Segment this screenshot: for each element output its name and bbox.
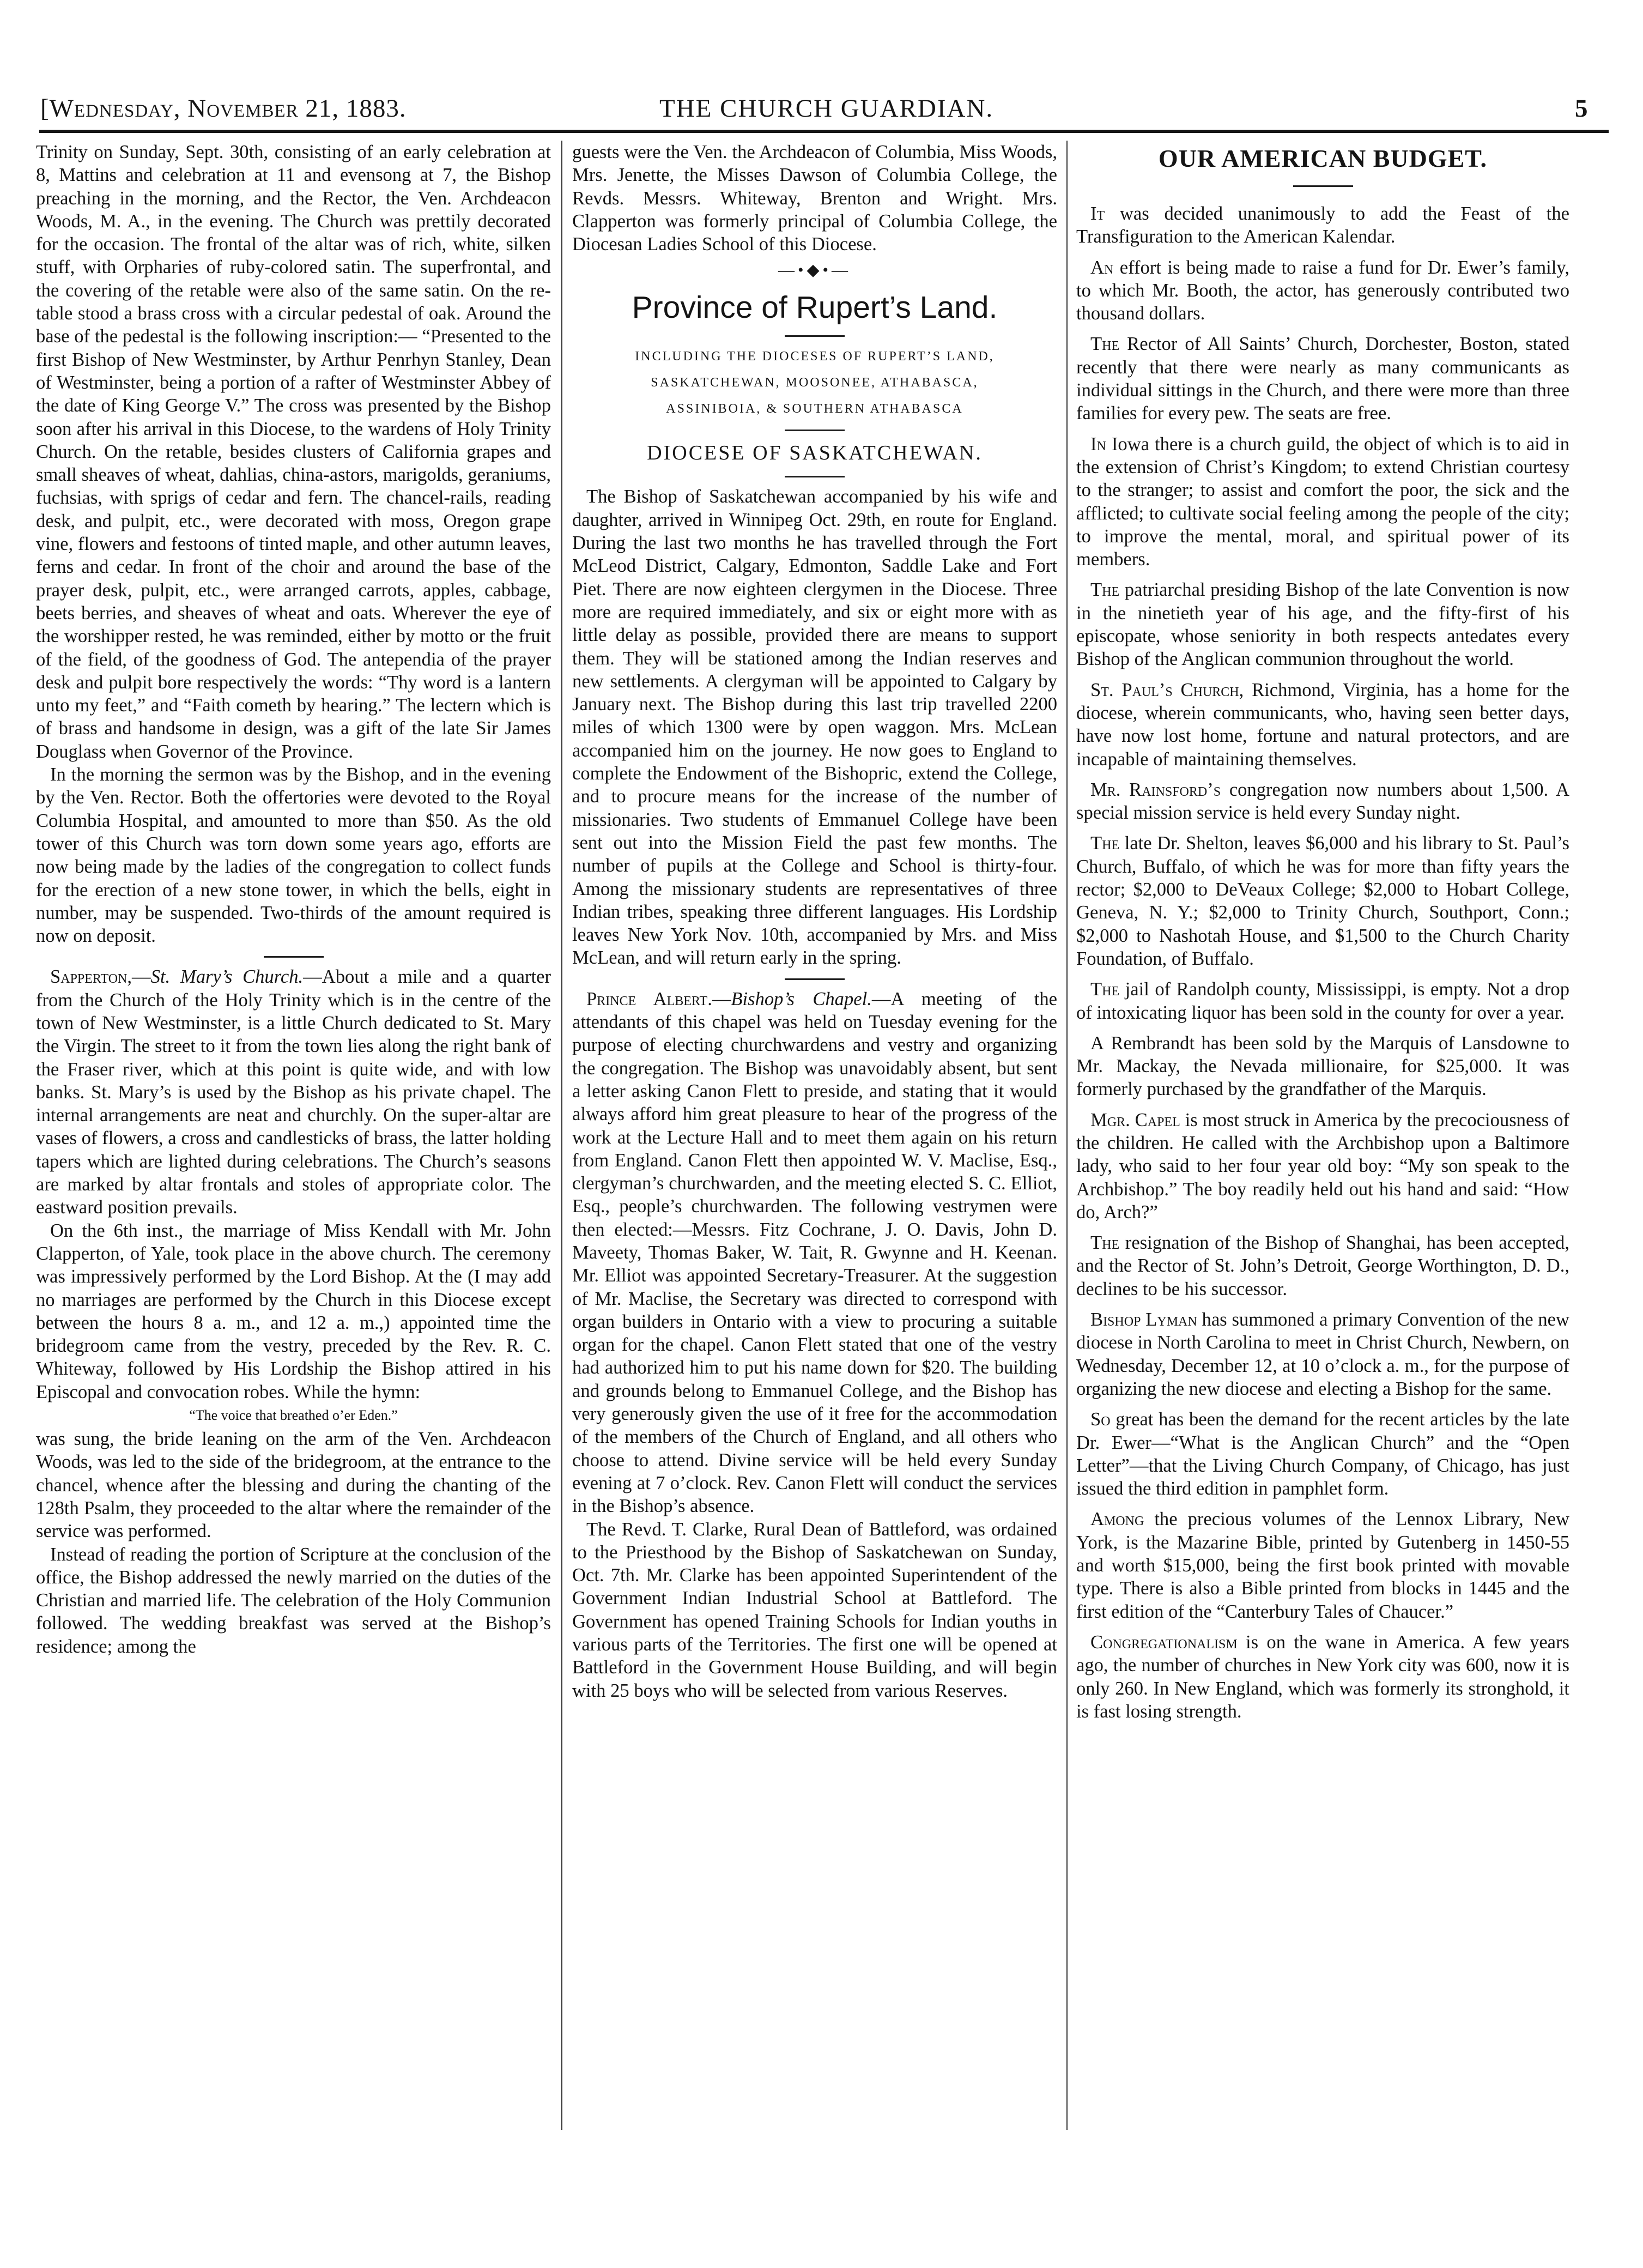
news-item-lead: Mr. Rainsford’s — [1090, 779, 1221, 800]
news-item — [1076, 1508, 1569, 1623]
page-number: 5 — [1575, 94, 1588, 123]
article-paragraph: The Bishop of Saskatchewan accompanied by his wife and daughter, arrived in Winnipeg Oct. 29th, en route for England. During the last two months he has travelled through the Fort McLeod District, Calgary, Edmonton, Saddle Lake and Fort Piet. There are now eighteen clergymen in the Diocese. Three more are required immediately, and six or eight more with as little delay as possible, provided there are means to support them. They will be stationed among the Indian reserves and new settlements. A clergyman will be appointed to Calgary by January next. The Bishop during this last trip travelled 2200 miles of which 1300 were by open waggon. Mrs. McLean accompanied him on the journey. He now goes to England to complete the Endowment of the Bishopric, extend the College, and to procure means for the increase of the number of missionaries. Two students of Emmanuel College have been sent out into the Mission Field the past few months. The number of pupils at the College and School is thirty-four. Among the missionary students are representatives of three Indian tribes, speaking three different languages. His Lordship leaves New York Nov. 10th, accompanied by Mrs. and Miss McLean, and will return early in the spring. — [572, 486, 1057, 969]
news-item-lead: Among — [1090, 1509, 1144, 1530]
section-heading: Province of Rupert’s Land. — [632, 290, 998, 325]
news-item-text: is most struck in America by the precociousness of the children. He called with the Archbishop upon a Baltimore lady, who said to her four year old boy: “My son speak to the Archbishop.” The boy readily held out his hand and said: “How do, Arch?” — [1076, 1109, 1569, 1223]
column-divider — [1066, 141, 1068, 2130]
news-item-lead: St. Paul’s Church, — [1090, 679, 1244, 700]
section-rule — [785, 978, 845, 980]
news-item — [1076, 433, 1569, 571]
church-name: St. Mary’s Church. — [150, 966, 304, 988]
news-item — [1076, 1408, 1569, 1500]
news-item — [1076, 1032, 1569, 1101]
news-item — [1076, 679, 1569, 771]
news-item-lead: A — [1090, 1032, 1104, 1054]
news-item-lead: An — [1090, 257, 1114, 278]
section-heading: OUR AMERICAN BUDGET. — [1158, 144, 1488, 172]
news-item-text: effort is being made to raise a fund for Dr. Ewer’s family, to which Mr. Booth, the actor, has generously contributed two thousand dollars. — [1076, 257, 1569, 324]
news-item-text: the precious volumes of the Lennox Library, New York, is the Mazarine Bible, printed by Gutenberg in 1450-55 and worth $15,000, being the first book printed with movable type. There is also a Bible printed from blocks in 1445 and the first edition of the “Canterbury Tales of Chaucer.” — [1076, 1509, 1569, 1622]
news-item-lead: The — [1090, 334, 1120, 355]
news-item-text: patriarchal presiding Bishop of the late Convention is now in the ninetieth year of his age, and the fifty-first of his episcopate, whose seniority in both respects antedates every Bishop of the Anglican communion throughout the world. — [1076, 579, 1569, 670]
article-paragraph: guests were the Ven. the Archdeacon of Columbia, Miss Woods, Mrs. Jenette, the Misses Dawson of Columbia College, the Revds. Messrs. Whiteway, Brenton and Wright. Mrs. Clapperton was formerly principal of Columbia College, the Diocesan Ladies School of this Diocese. — [572, 142, 1057, 255]
news-item-lead: It — [1090, 203, 1105, 224]
news-item — [1076, 332, 1569, 425]
news-item-lead: In — [1090, 433, 1106, 455]
section-rule — [1293, 185, 1353, 187]
news-item — [1076, 578, 1569, 670]
news-item-text: was decided unanimously to add the Feast of the Transfiguration to the American Kalendar. — [1076, 203, 1569, 247]
article-paragraph: On the 6th inst., the marriage of Miss Kendall with Mr. John Clapperton, of Yale, took place in the above church. The ceremony was impressively performed by the Lord Bishop. At the (I may add no marriages are performed by the Church in this Diocese except between the hours 8 a. m., and 12 a. m.,) appointed time the bridegroom came from the vestry, preceded by the Rev. R. C. Whiteway, followed by His Lordship the Bishop attired in his Episcopal and convocation robes. While the hymn: — [36, 1220, 551, 1402]
news-item-text: jail of Randolph county, Mississippi, is empty. Not a drop of intoxicating liquor has been sold in the county for over a year. — [1076, 979, 1569, 1023]
section-subheading: SASKATCHEWAN, MOOSONEE, ATHABASCA, — [651, 376, 979, 390]
news-item-lead: The — [1090, 979, 1120, 1000]
news-item — [1076, 1109, 1569, 1224]
issue-date: [Wednesday, November 21, 1883. — [40, 94, 407, 123]
section-rule — [785, 335, 845, 337]
section-subheading: ASSINIBOIA, & SOUTHERN ATHABASCA — [666, 402, 963, 416]
news-item-list — [1076, 202, 1569, 1723]
news-item-lead: Mgr. Capel — [1090, 1109, 1180, 1130]
news-item-text: is on the wane in America. A few years ago, the number of churches in New York city was 600, now it is only 260. In New England, which was formerly its stronghold, it is fast losing strength. — [1076, 1631, 1569, 1722]
ornament-divider: —•◆•— — [778, 261, 852, 280]
article-paragraph: Prince Albert.—Bishop’s Chapel.—A meeting of the attendants of this chapel was held on Tuesday evening for the purpose of electing churchwardens and vestry and organizing the congregation. The Bishop was unavoidably absent, but sent a letter asking Canon Flett to preside, and stating that it would always afford him great pleasure to hear of the progress of the work at the Lecture Hall and to meet them again on his return from England. Canon Flett then appointed W. V. Maclise, Esq., clergyman’s churchwarden, and the meeting elected S. C. Elliot, Esq., people’s churchwarden. The following vestrymen were then elected:—Messrs. Fitz Cochrane, J. O. Davis, John D. Maveety, Thomas Baker, W. Tait, R. Gwynne and H. Keenan. Mr. Elliot was appointed Secretary-Treasurer. At the suggestion of Mr. Maclise, the Secretary was directed to correspond with organ builders in Ontario with a view to procuring a suitable organ for the chapel. Canon Flett stated that one of the vestry had authorized him to put his name down for $20. The building and grounds belong to Emmanuel College, and the Bishop has very generously given the use of it free for the accommodation of the members of the Church of England, and all others who choose to attend. Divine service will be held every Sunday evening at 7 o’clock. Rev. Canon Flett will conduct the services in the Bishop’s absence. — [572, 988, 1057, 1517]
news-item — [1076, 256, 1569, 325]
section-rule — [264, 956, 324, 958]
news-item — [1076, 1231, 1569, 1301]
chapel-name: Bishop’s Chapel. — [731, 988, 872, 1009]
news-item-text: has summoned a primary Convention of the new diocese in North Carolina to meet in Christ Church, Newbern, on Wednesday, December 12, at 10 o’clock a. m., for the purpose of organizing the new diocese and electing a Bishop for the same. — [1076, 1309, 1569, 1399]
news-item-text: Richmond, Virginia, has a home for the diocese, wherein communicants, who, having seen better days, have now lost home, fortune and natural protectors, and are incapable of maintaining themselves. — [1076, 679, 1569, 770]
article-paragraph: The Revd. T. Clarke, Rural Dean of Battleford, was ordained to the Priesthood by the Bishop of Saskatchewan on Sunday, Oct. 7th. Mr. Clarke has been appointed Superintendent of the Government Indian Industrial School at Battleford. The Government has opened Training Schools for Indian youths in various parts of the Territories. The first one will be opened at Battleford in the Government House Building, and will begin with 25 boys who will be selected from various Reserves. — [572, 1519, 1057, 1701]
column-middle — [572, 141, 1057, 1702]
paragraph-text: About a mile and a quarter from the Church of the Holy Trinity which is in the centre of the town of New Westminster, is a little Church dedicated to St. Mary the Virgin. The street to it from the town lies along the right bank of the Fraser river, which at this point is quite wide, and with low banks. St. Mary’s is used by the Bishop as his private chapel. The internal arrangements are neat and churchly. On the super-altar are vases of flowers, a cross and candlesticks of brass, the latter holding tapers which are lighted during celebrations. The Church’s seasons are marked by altar frontals and stoles of appropriate color. The eastward position prevails. — [36, 966, 551, 1218]
news-item-text: Rector of All Saints’ Church, Dorchester, Boston, stated recently that there were nearly as many communicants as individual sittings in the Church, and there were more than three families for every pew. The seats are free. — [1076, 334, 1569, 424]
news-item-lead: The — [1090, 1232, 1120, 1254]
news-item-lead: Bishop Lyman — [1090, 1309, 1197, 1330]
news-item-text: resignation of the Bishop of Shanghai, has been accepted, and the Rector of St. John’s Detroit, George Worthington, D. D., declines to be his successor. — [1076, 1232, 1569, 1299]
article-paragraph: In the morning the sermon was by the Bishop, and in the evening by the Ven. Rector. Both the offertories were devoted to the Royal Columbia Hospital, and amounted to more than $50. As the old tower of this Church was torn down some years ago, efforts are now being made by the ladies of the congregation to collect funds for the erection of a new stone tower, in which the bells, eight in number, may be suspended. Two-thirds of the amount required is now on deposit. — [36, 764, 551, 947]
news-item-text: Iowa there is a church guild, the object of which is to aid in the extension of Christ’s Kingdom; to extend Christian courtesy to the stranger; to assist and comfort the poor, the sick and the afflicted; to cultivate social feeling among the people of the city; to improve the mental, moral, and spiritual power of its members. — [1076, 433, 1569, 570]
hymn-title: “The voice that breathed o’er Eden.” — [189, 1407, 398, 1424]
news-item-text: late Dr. Shelton, leaves $6,000 and his library to St. Paul’s Church, Buffalo, of which he was for more than fifty years the rector; $2,000 to DeVeaux College; $2,000 to Hobart College, Geneva, N. Y.; $2,000 to Trinity Church, Southport, Conn.; $2,000 to Nashotah House, and $1,500 to the Church Charity Foundation, of Buffalo. — [1076, 833, 1569, 969]
header-rule — [39, 130, 1609, 133]
section-rule — [785, 476, 845, 477]
column-divider — [561, 141, 562, 2130]
article-paragraph: was sung, the bride leaning on the arm of the Ven. Archdeacon Woods, was led to the side of the bridegroom, at the entrance to the chancel, whence after the blessing and during the chanting of the 128th Psalm, they proceeded to the altar where the remainder of the service was performed. — [36, 1429, 551, 1542]
news-item — [1076, 778, 1569, 825]
news-item-lead: So — [1090, 1409, 1111, 1430]
news-item-lead: Congregationalism — [1090, 1631, 1238, 1653]
news-item — [1076, 1631, 1569, 1723]
section-subheading: INCLUDING THE DIOCESES OF RUPERT’S LAND, — [635, 349, 995, 364]
paragraph-text: A meeting of the attendants of this chapel was held on Tuesday evening for the purpose of electing churchwardens and vestry and organizing the congregation. The Bishop was unavoidably absent, but sent a letter asking Canon Flett to preside, and stating that it would always afford him great pleasure to hear of the progress of the work at the Lecture Hall and to meet them again on his return from England. Canon Flett then appointed W. V. Maclise, Esq., clergyman’s churchwarden, and the meeting elected S. C. Elliot, Esq., people’s churchwarden. The following vestrymen were then elected:—Messrs. Fitz Cochrane, J. O. Davis, John D. Maveety, Thomas Baker, W. Tait, R. Gwynne and H. Keenan. Mr. Elliot was appointed Secretary-Treasurer. At the suggestion of Mr. Maclise, the Secretary was directed to correspond with organ builders in Ontario with a view to procuring a suitable organ for the chapel. Canon Flett stated that one of the vestry had authorized him to put his name down for $20. The building and grounds belong to Emmanuel College, and the Bishop has very generously given the use of it free for the accommodation of the members of the Church of England, and all others who choose to attend. Divine service will be held every Sunday evening at 7 o’clock. Rev. Canon Flett will conduct the services in the Bishop’s absence. — [572, 988, 1057, 1517]
news-item — [1076, 978, 1569, 1024]
place-name: Sapperton, — [50, 966, 132, 988]
news-item-text: Rembrandt has been sold by the Marquis of Lansdowne to Mr. Mackay, the Nevada millionaire, for $25,000. It was formerly purchased by the grandfather of the Marquis. — [1076, 1032, 1569, 1100]
news-item-lead: The — [1090, 579, 1120, 601]
article-paragraph: Trinity on Sunday, Sept. 30th, consisting of an early celebration at 8, Mattins and celebration at 11 and evensong at 7, the Bishop preaching in the morning, and the Rector, the Ven. Archdeacon Woods, M. A., in the evening. The Church was prettily decorated for the occasion. The frontal of the altar was of rich, white, silken stuff, with Orpharies of ruby-colored satin. The superfrontal, and the covering of the retable were also of the same satin. On the re-table stood a brass cross with a circular pedestal of oak. Around the base of the pedestal is the following inscription:— “Presented to the first Bishop of New Westminster, by Arthur Penrhyn Stanley, Dean of Westminster, being a portion of a rafter of Westminster Abbey of the date of King George V.” The cross was presented by the Bishop soon after his arrival in this Diocese, to the wardens of Holy Trinity Church. On the retable, besides clusters of California grapes and small sheaves of wheat, dahlias, china-astors, marigolds, geraniums, fuchsias, with sprigs of cedar and fern. The chancel-rails, reading desk, and pulpit, etc., were decorated with moss, Oregon grape vine, flowers and festoons of tinted maple, and other autumn leaves, ferns and cedar. In front of the choir and around the base of the prayer desk, pulpit, etc., were arranged carrots, apples, cabbage, beets berries, and sheaves of wheat and oats. Wherever the eye of the worshipper rested, he was reminded, either by motto or the fruit of the field, of the goodness of God. The antependia of the prayer desk and pulpit bore respectively the words: “Thy word is a lantern unto my feet,” and “Faith cometh by hearing.” The lectern which is of brass and handsome in design, was a gift of the late Sir James Douglass when Governor of the Province. — [36, 142, 551, 762]
article-paragraph: Sapperton,—St. Mary’s Church.—About a mile and a quarter from the Church of the Holy Trinity which is in the centre of the town of New Westminster, is a little Church dedicated to St. Mary the Virgin. The street to it from the town lies along the right bank of the Fraser river, which at this point is quite wide, and with low banks. St. Mary’s is used by the Bishop as his private chapel. The internal arrangements are neat and churchly. On the super-altar are vases of flowers, a cross and candlesticks of brass, the latter holding tapers which are lighted during celebrations. The Church’s seasons are marked by altar frontals and stoles of appropriate color. The eastward position prevails. — [36, 966, 551, 1218]
diocese-heading: DIOCESE OF SASKATCHEWAN. — [647, 441, 983, 465]
news-item-lead: The — [1090, 833, 1120, 854]
news-item — [1076, 1308, 1569, 1400]
section-rule — [785, 430, 845, 431]
news-item-text: congregation now numbers about 1,500. A special mission service is held every Sunday night. — [1076, 779, 1569, 824]
news-item — [1076, 202, 1569, 249]
masthead-title: THE CHURCH GUARDIAN. — [659, 94, 994, 123]
column-right — [1076, 141, 1569, 1731]
news-item-text: great has been the demand for the recent articles by the late Dr. Ewer—“What is the Anglican Church” and the “Open Letter”—that the Living Church Company, of Chicago, has just issued the third edition in pamphlet form. — [1076, 1409, 1569, 1499]
news-item — [1076, 832, 1569, 970]
column-left — [36, 141, 551, 1658]
place-name: Prince Albert. — [586, 988, 712, 1009]
article-paragraph: Instead of reading the portion of Scripture at the conclusion of the office, the Bishop addressed the newly married on the duties of the Christian and married life. The celebration of the Holy Communion followed. The wedding breakfast was served at the Bishop’s residence; among the — [36, 1544, 551, 1657]
